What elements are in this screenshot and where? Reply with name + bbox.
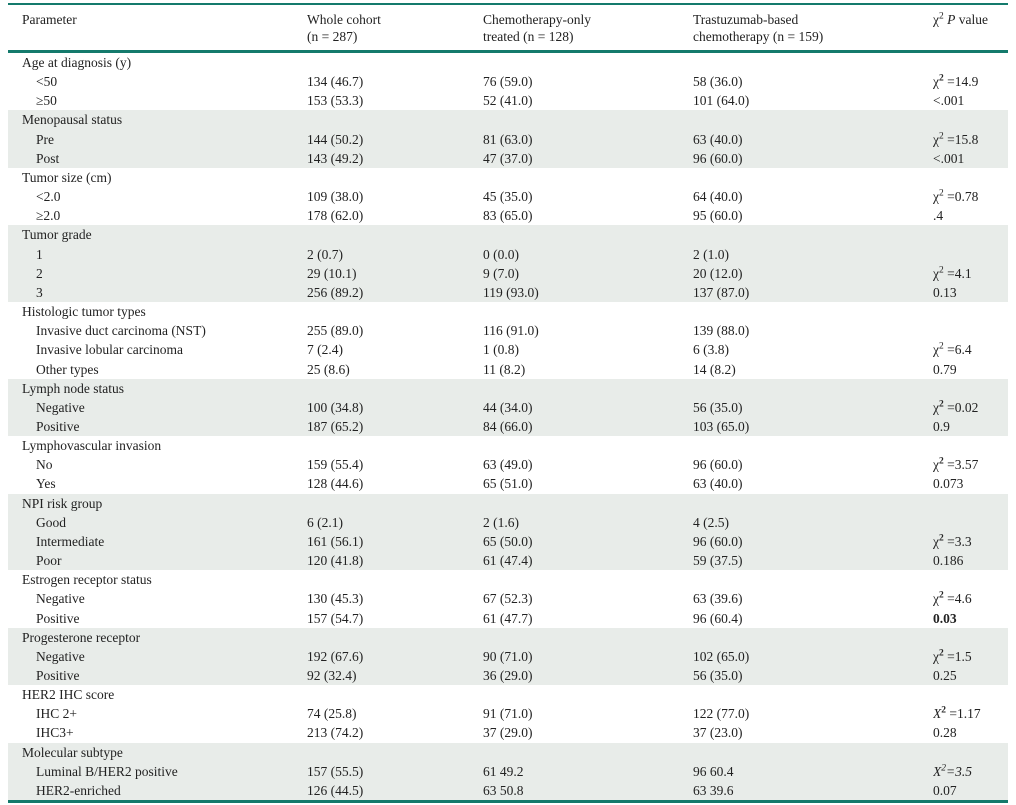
chemotherapy-only-cell: 63 50.8 xyxy=(483,781,693,802)
whole-cohort-cell: 92 (32.4) xyxy=(307,666,483,685)
trastuzumab-cell: 4 (2.5) xyxy=(693,513,933,532)
stat-cell xyxy=(933,781,1008,802)
empty-cell xyxy=(933,302,1008,321)
empty-cell xyxy=(693,302,933,321)
trastuzumab-cell: 96 (60.0) xyxy=(693,457,743,473)
stat-cell xyxy=(933,283,1008,302)
table-row xyxy=(8,91,1008,110)
row-label: Yes xyxy=(36,476,56,492)
stat-cell xyxy=(933,130,1008,149)
empty-cell xyxy=(307,570,483,589)
stat-cell xyxy=(933,647,1008,666)
p-value: 0.13 xyxy=(933,284,957,300)
section-title: HER2 IHC score xyxy=(22,687,115,703)
chemotherapy-only-cell: 76 (59.0) xyxy=(483,74,533,90)
empty-cell xyxy=(307,494,483,513)
col-header-label: Whole cohort xyxy=(307,12,381,27)
trastuzumab-cell: 96 (60.0) xyxy=(693,532,933,551)
section-title-row xyxy=(8,570,1008,589)
empty-cell xyxy=(483,225,693,244)
trastuzumab-cell: 59 (37.5) xyxy=(693,551,933,570)
empty-cell xyxy=(483,494,693,513)
stat-cell xyxy=(933,91,1008,110)
empty-cell xyxy=(933,436,1008,455)
chemotherapy-only-cell: 67 (52.3) xyxy=(483,591,533,607)
chi-squared-value: $\chi^2 =4.1$ xyxy=(933,265,972,281)
whole-cohort-cell: 29 (10.1) xyxy=(307,264,483,283)
empty-cell xyxy=(693,52,933,73)
whole-cohort-cell: 143 (49.2) xyxy=(307,149,483,168)
empty-cell xyxy=(483,302,693,321)
empty-cell xyxy=(307,743,483,762)
empty-cell xyxy=(483,110,693,129)
chi-squared-value: $\chi^2 =6.4$ xyxy=(933,341,972,358)
col-header-sublabel: chemotherapy (n = 159) xyxy=(693,28,824,44)
table-row xyxy=(8,130,1008,149)
chemotherapy-only-cell: 119 (93.0) xyxy=(483,283,693,302)
row-label: Pre xyxy=(8,130,307,149)
section-title-row xyxy=(8,743,1008,762)
row-label: Positive xyxy=(8,417,307,436)
stat-cell xyxy=(933,762,1008,781)
stat-cell xyxy=(933,723,1008,742)
table-row xyxy=(8,474,1008,493)
stat-cell xyxy=(933,72,1008,91)
row-label: Invasive duct carcinoma (NST) xyxy=(36,323,206,339)
empty-cell xyxy=(307,168,483,187)
p-value: 0.79 xyxy=(933,361,957,377)
empty-cell xyxy=(307,110,483,129)
patient-characteristics-table xyxy=(8,3,1008,803)
trastuzumab-cell: 96 (60.4) xyxy=(693,610,743,626)
table-body xyxy=(8,52,1008,802)
section-title: Progesterone receptor xyxy=(8,628,307,647)
empty-cell xyxy=(933,570,1008,589)
section-title: Lymph node status xyxy=(8,379,307,398)
section-title-row xyxy=(8,110,1008,129)
row-label: Other types xyxy=(36,361,99,377)
empty-cell xyxy=(307,379,483,398)
col-header-parameter xyxy=(8,4,307,52)
empty-cell xyxy=(693,110,933,129)
table-header xyxy=(8,4,1008,52)
table-row xyxy=(8,647,1008,666)
chemotherapy-only-cell: 116 (91.0) xyxy=(483,323,539,339)
p-value: 0.03 xyxy=(933,610,957,626)
trastuzumab-cell: 63 39.6 xyxy=(693,781,933,802)
chemotherapy-only-cell: 63 (49.0) xyxy=(483,457,533,473)
chi-squared-value: $\chi^2 =0.78$ xyxy=(933,188,979,205)
stat-cell xyxy=(933,398,1008,417)
whole-cohort-cell: 2 (0.7) xyxy=(307,245,483,264)
row-label: Positive xyxy=(8,666,307,685)
chemotherapy-only-cell: 36 (29.0) xyxy=(483,666,693,685)
section-title: Estrogen receptor status xyxy=(22,572,152,588)
row-label: Negative xyxy=(36,591,85,607)
whole-cohort-cell: 144 (50.2) xyxy=(307,130,483,149)
whole-cohort-cell: 7 (2.4) xyxy=(307,342,343,358)
empty-cell xyxy=(933,494,1008,513)
stat-cell xyxy=(933,206,1008,225)
section-title-row xyxy=(8,52,1008,73)
empty-cell xyxy=(933,685,1008,704)
table-row xyxy=(8,551,1008,570)
trastuzumab-cell: 56 (35.0) xyxy=(693,398,933,417)
empty-cell xyxy=(693,379,933,398)
whole-cohort-cell: 6 (2.1) xyxy=(307,513,483,532)
whole-cohort-cell: 134 (46.7) xyxy=(307,74,364,90)
empty-cell xyxy=(483,168,693,187)
stat-cell xyxy=(933,666,1008,685)
section-title: Menopausal status xyxy=(8,110,307,129)
chi-squared-value: $\chi^2 =3.57$ xyxy=(933,456,979,473)
empty-cell xyxy=(693,685,933,704)
stat-cell xyxy=(933,455,1008,474)
trastuzumab-cell: 2 (1.0) xyxy=(693,245,933,264)
row-label: 3 xyxy=(8,283,307,302)
p-value: 0.073 xyxy=(933,476,964,492)
empty-cell xyxy=(693,436,933,455)
chi-squared-value: $\chi^2 =0.02$ xyxy=(933,399,979,415)
chi-squared-value: $\chi^2 =15.8$ xyxy=(933,131,979,147)
trastuzumab-cell: 102 (65.0) xyxy=(693,647,933,666)
whole-cohort-cell: 74 (25.8) xyxy=(307,706,357,722)
whole-cohort-cell: 256 (89.2) xyxy=(307,283,483,302)
empty-cell xyxy=(933,628,1008,647)
empty-cell xyxy=(483,743,693,762)
row-label: <50 xyxy=(36,74,58,90)
empty-cell xyxy=(693,494,933,513)
trastuzumab-cell: 14 (8.2) xyxy=(693,361,736,377)
stat-cell xyxy=(933,360,1008,379)
trastuzumab-cell: 101 (64.0) xyxy=(693,93,750,109)
section-title: Lymphovascular invasion xyxy=(22,438,162,454)
empty-cell xyxy=(307,628,483,647)
table-row xyxy=(8,340,1008,359)
chemotherapy-only-cell: 91 (71.0) xyxy=(483,706,533,722)
row-label: ≥50 xyxy=(36,93,57,109)
p-value: <.001 xyxy=(933,93,965,109)
chemotherapy-only-cell: 47 (37.0) xyxy=(483,149,693,168)
whole-cohort-cell: 157 (54.7) xyxy=(307,610,364,626)
section-title-row xyxy=(8,302,1008,321)
trastuzumab-cell: 96 (60.0) xyxy=(693,149,933,168)
empty-cell xyxy=(483,52,693,73)
trastuzumab-cell: 139 (88.0) xyxy=(693,323,750,339)
section-title: NPI risk group xyxy=(8,494,307,513)
trastuzumab-cell: 103 (65.0) xyxy=(693,417,933,436)
stat-cell xyxy=(933,609,1008,628)
whole-cohort-cell: 153 (53.3) xyxy=(307,93,364,109)
col-header-whole-cohort xyxy=(307,4,483,52)
empty-cell xyxy=(933,168,1008,187)
trastuzumab-cell: 58 (36.0) xyxy=(693,74,743,90)
table-row xyxy=(8,149,1008,168)
p-value-label-rest: value xyxy=(958,12,988,27)
section-title-row xyxy=(8,168,1008,187)
row-label: <2.0 xyxy=(36,189,61,205)
stat-cell xyxy=(933,551,1008,570)
col-header-chemotherapy-only xyxy=(483,4,693,52)
chemotherapy-only-cell: 84 (66.0) xyxy=(483,417,693,436)
whole-cohort-cell: 100 (34.8) xyxy=(307,398,483,417)
chemotherapy-only-cell: 11 (8.2) xyxy=(483,361,526,377)
chemotherapy-only-cell: 81 (63.0) xyxy=(483,130,693,149)
trastuzumab-cell: 56 (35.0) xyxy=(693,666,933,685)
chi-squared-value: $\chi^2 =3.3$ xyxy=(933,533,972,549)
section-title: Histologic tumor types xyxy=(22,304,146,320)
table-row xyxy=(8,666,1008,685)
empty-cell xyxy=(693,168,933,187)
empty-cell xyxy=(693,743,933,762)
table-row xyxy=(8,321,1008,340)
trastuzumab-cell: 96 60.4 xyxy=(693,762,933,781)
table-row xyxy=(8,781,1008,802)
section-title-row xyxy=(8,628,1008,647)
chemotherapy-only-cell: 37 (29.0) xyxy=(483,725,533,741)
p-value: 0.07 xyxy=(933,782,957,798)
whole-cohort-cell: 178 (62.0) xyxy=(307,208,364,224)
whole-cohort-cell: 25 (8.6) xyxy=(307,361,350,377)
col-header-sublabel: treated (n = 128) xyxy=(483,28,574,44)
chi-squared-symbol: $\chi^2$ xyxy=(933,11,944,27)
whole-cohort-cell: 192 (67.6) xyxy=(307,647,483,666)
section-title: Molecular subtype xyxy=(8,743,307,762)
whole-cohort-cell: 161 (56.1) xyxy=(307,532,483,551)
trastuzumab-cell: 37 (23.0) xyxy=(693,725,743,741)
col-header-label: Trastuzumab-based xyxy=(693,12,799,27)
section-title-row xyxy=(8,436,1008,455)
col-header-trastuzumab xyxy=(693,4,933,52)
table-row xyxy=(8,762,1008,781)
table-row xyxy=(8,283,1008,302)
trastuzumab-cell: 63 (40.0) xyxy=(693,130,933,149)
col-header-p-value xyxy=(933,4,1008,52)
empty-cell xyxy=(933,379,1008,398)
section-title: Tumor grade xyxy=(8,225,307,244)
p-value: 0.9 xyxy=(933,418,950,434)
table-row xyxy=(8,187,1008,206)
stat-cell xyxy=(933,513,1008,532)
whole-cohort-cell: 120 (41.8) xyxy=(307,551,483,570)
row-label: No xyxy=(36,457,53,473)
trastuzumab-cell: 137 (87.0) xyxy=(693,283,933,302)
table-row xyxy=(8,264,1008,283)
table-row xyxy=(8,206,1008,225)
row-label: 2 xyxy=(8,264,307,283)
chi-squared-value: $\chi^2 =4.6$ xyxy=(933,590,972,607)
row-label: HER2-enriched xyxy=(8,781,307,802)
table-row xyxy=(8,245,1008,264)
p-value: 0.186 xyxy=(933,553,964,569)
row-label: Luminal B/HER2 positive xyxy=(8,762,307,781)
empty-cell xyxy=(693,225,933,244)
row-label: Intermediate xyxy=(8,532,307,551)
empty-cell xyxy=(307,52,483,73)
p-value: <.001 xyxy=(933,150,965,166)
whole-cohort-cell: 157 (55.5) xyxy=(307,762,483,781)
trastuzumab-cell: 95 (60.0) xyxy=(693,208,743,224)
section-title-row xyxy=(8,379,1008,398)
section-title-row xyxy=(8,225,1008,244)
whole-cohort-cell: 130 (45.3) xyxy=(307,591,364,607)
stat-cell xyxy=(933,321,1008,340)
chemotherapy-only-cell: 52 (41.0) xyxy=(483,93,533,109)
row-label: Invasive lobular carcinoma xyxy=(36,342,183,358)
chi-squared-value: $X^2=3.5$ xyxy=(933,763,972,779)
col-header-label: Parameter xyxy=(22,12,77,27)
table-row xyxy=(8,513,1008,532)
whole-cohort-cell: 126 (44.5) xyxy=(307,781,483,802)
section-title-row xyxy=(8,494,1008,513)
empty-cell xyxy=(483,628,693,647)
row-label: Post xyxy=(8,149,307,168)
row-label: 1 xyxy=(8,245,307,264)
chemotherapy-only-cell: 83 (65.0) xyxy=(483,208,533,224)
empty-cell xyxy=(933,52,1008,73)
p-value-label-p: P xyxy=(947,12,956,27)
whole-cohort-cell: 128 (44.6) xyxy=(307,476,364,492)
row-label: IHC3+ xyxy=(36,725,74,741)
whole-cohort-cell: 213 (74.2) xyxy=(307,725,364,741)
section-title: Age at diagnosis (y) xyxy=(22,55,132,70)
table-row xyxy=(8,360,1008,379)
table-row xyxy=(8,609,1008,628)
section-title: Tumor size (cm) xyxy=(22,169,112,185)
stat-cell xyxy=(933,589,1008,608)
chemotherapy-only-cell: 2 (1.6) xyxy=(483,513,693,532)
empty-cell xyxy=(307,685,483,704)
trastuzumab-cell: 20 (12.0) xyxy=(693,264,933,283)
table-row xyxy=(8,455,1008,474)
chemotherapy-only-cell: 61 (47.4) xyxy=(483,551,693,570)
chemotherapy-only-cell: 61 (47.7) xyxy=(483,610,533,626)
empty-cell xyxy=(933,225,1008,244)
empty-cell xyxy=(483,570,693,589)
empty-cell xyxy=(483,436,693,455)
p-value: 0.28 xyxy=(933,725,957,741)
chemotherapy-only-cell: 1 (0.8) xyxy=(483,342,519,358)
stat-cell xyxy=(933,245,1008,264)
stat-cell xyxy=(933,149,1008,168)
table-row xyxy=(8,417,1008,436)
empty-cell xyxy=(693,570,933,589)
row-label: Poor xyxy=(8,551,307,570)
row-label: Negative xyxy=(8,398,307,417)
col-header-label: Chemotherapy-only xyxy=(483,12,591,27)
section-title-row xyxy=(8,685,1008,704)
trastuzumab-cell: 63 (39.6) xyxy=(693,591,743,607)
stat-cell xyxy=(933,264,1008,283)
whole-cohort-cell: 109 (38.0) xyxy=(307,189,364,205)
p-value: 0.25 xyxy=(933,668,957,683)
p-value: .4 xyxy=(933,208,944,224)
chemotherapy-only-cell: 65 (51.0) xyxy=(483,476,533,492)
chi-squared-value: $\chi^2 =1.5$ xyxy=(933,648,972,664)
table-row xyxy=(8,589,1008,608)
empty-cell xyxy=(307,436,483,455)
table-row xyxy=(8,723,1008,742)
row-label: Negative xyxy=(8,647,307,666)
empty-cell xyxy=(483,379,693,398)
table-row xyxy=(8,72,1008,91)
chemotherapy-only-cell: 9 (7.0) xyxy=(483,264,693,283)
chemotherapy-only-cell: 65 (50.0) xyxy=(483,532,693,551)
table-row xyxy=(8,532,1008,551)
trastuzumab-cell: 64 (40.0) xyxy=(693,189,743,205)
chemotherapy-only-cell: 61 49.2 xyxy=(483,762,693,781)
trastuzumab-cell: 63 (40.0) xyxy=(693,476,743,492)
row-label: Good xyxy=(8,513,307,532)
empty-cell xyxy=(933,110,1008,129)
row-label: IHC 2+ xyxy=(36,706,77,722)
stat-cell xyxy=(933,532,1008,551)
header-row xyxy=(8,4,1008,52)
table-row xyxy=(8,704,1008,723)
whole-cohort-cell: 255 (89.0) xyxy=(307,323,364,339)
chemotherapy-only-cell: 44 (34.0) xyxy=(483,398,693,417)
row-label: Positive xyxy=(36,610,80,626)
chemotherapy-only-cell: 90 (71.0) xyxy=(483,647,693,666)
row-label: ≥2.0 xyxy=(36,208,61,224)
empty-cell xyxy=(307,225,483,244)
chi-squared-value: $X^2 =1.17$ xyxy=(933,705,981,722)
trastuzumab-cell: 6 (3.8) xyxy=(693,342,729,358)
chi-squared-value: $\chi^2 =14.9$ xyxy=(933,73,979,90)
stat-cell xyxy=(933,340,1008,359)
empty-cell xyxy=(693,628,933,647)
stat-cell xyxy=(933,417,1008,436)
trastuzumab-cell: 122 (77.0) xyxy=(693,706,750,722)
empty-cell xyxy=(933,743,1008,762)
stat-cell xyxy=(933,187,1008,206)
empty-cell xyxy=(483,685,693,704)
stat-cell xyxy=(933,704,1008,723)
col-header-sublabel: (n = 287) xyxy=(307,28,358,44)
chemotherapy-only-cell: 0 (0.0) xyxy=(483,245,693,264)
table-row xyxy=(8,398,1008,417)
whole-cohort-cell: 159 (55.4) xyxy=(307,457,364,473)
chemotherapy-only-cell: 45 (35.0) xyxy=(483,189,533,205)
stat-cell xyxy=(933,474,1008,493)
empty-cell xyxy=(307,302,483,321)
whole-cohort-cell: 187 (65.2) xyxy=(307,417,483,436)
